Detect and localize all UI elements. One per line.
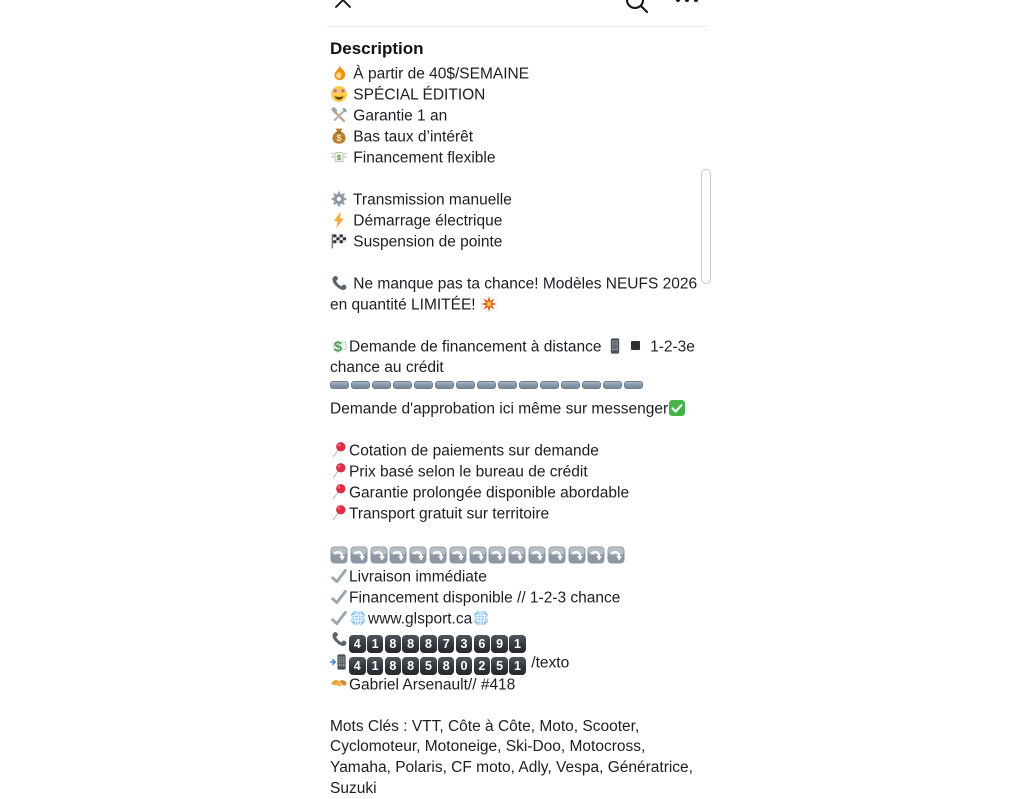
mobile-icon bbox=[606, 337, 624, 355]
text-segment: Cotation de paiements sur demande bbox=[349, 442, 599, 460]
text-segment: Transport gratuit sur territoire bbox=[349, 505, 550, 523]
pushpin-icon bbox=[330, 504, 348, 522]
description-line bbox=[330, 567, 704, 588]
keycap-digit: 4 bbox=[349, 657, 366, 675]
dash-icon bbox=[582, 381, 601, 389]
dash-icon bbox=[540, 381, 559, 389]
description-line bbox=[330, 609, 704, 630]
description-line bbox=[330, 106, 704, 127]
description-line bbox=[330, 717, 704, 799]
pushpin-icon bbox=[330, 483, 348, 501]
text-segment: Garantie prolongée disponible abordable bbox=[349, 484, 630, 502]
dash-icon bbox=[330, 381, 349, 389]
description-paragraph bbox=[330, 441, 704, 525]
description-line bbox=[330, 630, 704, 653]
text-segment: Ne manque pas ta chance! Modèles NEUFS 2026 en quantité LIMITÉE! bbox=[330, 275, 702, 314]
check-icon bbox=[330, 609, 348, 627]
dash-icon bbox=[519, 381, 538, 389]
description-line bbox=[330, 504, 704, 525]
description-section bbox=[327, 27, 707, 799]
handshake-icon bbox=[330, 675, 348, 693]
money-bag-icon bbox=[330, 127, 348, 145]
keycap-digit: 1 bbox=[367, 635, 384, 653]
arrow-down-icon bbox=[469, 546, 487, 564]
dollar-icon bbox=[330, 337, 348, 355]
keycap-digit: 8 bbox=[420, 635, 437, 653]
text-segment: Financement flexible bbox=[349, 149, 496, 167]
zap-icon bbox=[330, 211, 348, 229]
keycap-digit: 8 bbox=[438, 657, 455, 675]
text-segment: Financement disponible // 1-2-3 chance bbox=[349, 589, 621, 607]
description-line bbox=[330, 190, 704, 211]
checkered-flag-icon bbox=[330, 232, 348, 250]
pushpin-icon bbox=[330, 441, 348, 459]
text-segment: Démarrage électrique bbox=[349, 212, 503, 230]
text-segment: 1-2-3e chance au crédit bbox=[330, 338, 700, 376]
globe-icon bbox=[349, 609, 367, 627]
dash-icon bbox=[414, 381, 433, 389]
arrow-down-icon bbox=[389, 546, 407, 564]
fire-icon bbox=[330, 64, 348, 82]
keycap-digit: 7 bbox=[438, 635, 455, 653]
dash-icon bbox=[456, 381, 475, 389]
arrow-down-icon bbox=[330, 546, 348, 564]
star-struck-icon bbox=[330, 85, 348, 103]
arrow-down-icon bbox=[607, 546, 625, 564]
scrollbar-thumb[interactable] bbox=[701, 169, 711, 284]
keycap-digit: 1 bbox=[509, 657, 526, 675]
text-segment: Demande de financement à distance bbox=[349, 338, 606, 356]
text-segment: Demande d'approbation ici même sur messenger bbox=[330, 400, 669, 418]
check-icon bbox=[330, 588, 348, 606]
money-wings-icon bbox=[330, 148, 348, 166]
app-screen bbox=[327, 0, 707, 797]
arrow-down-icon bbox=[548, 546, 566, 564]
keycap-digit: 1 bbox=[367, 657, 384, 675]
text-segment: Transmission manuelle bbox=[349, 191, 512, 209]
description-paragraph bbox=[330, 546, 704, 696]
text-segment: Suspension de pointe bbox=[349, 233, 503, 251]
dash-icon bbox=[351, 381, 370, 389]
dash-icon bbox=[372, 381, 391, 389]
svg-text:$: $ bbox=[336, 153, 342, 163]
description-line bbox=[330, 64, 704, 85]
description-paragraph bbox=[330, 337, 704, 420]
text-segment: SPÉCIAL ÉDITION bbox=[349, 86, 486, 104]
description-line bbox=[330, 337, 704, 379]
keycap-digit: 5 bbox=[491, 657, 508, 675]
description-line bbox=[330, 148, 704, 169]
keycap-digit: 8 bbox=[385, 635, 402, 653]
description-line bbox=[330, 483, 704, 504]
dash-icon bbox=[624, 381, 643, 389]
keycap-digit: 8 bbox=[402, 657, 419, 675]
description-line bbox=[330, 675, 704, 696]
keycap-digit: 8 bbox=[385, 657, 402, 675]
collision-icon bbox=[480, 295, 498, 313]
description-line bbox=[330, 588, 704, 609]
description-line bbox=[330, 441, 704, 462]
hammer-wrench-icon bbox=[330, 106, 348, 124]
description-line bbox=[330, 85, 704, 106]
description-paragraph bbox=[330, 717, 704, 799]
description-line bbox=[330, 127, 704, 148]
keycap-digit: 9 bbox=[491, 635, 508, 653]
description-line bbox=[330, 274, 704, 316]
small-square-icon bbox=[628, 338, 643, 353]
text-segment: www.glsport.ca bbox=[368, 610, 473, 628]
text-segment: À partir de 40$/SEMAINE bbox=[349, 65, 530, 83]
search-icon[interactable] bbox=[623, 0, 650, 15]
pushpin-icon bbox=[330, 462, 348, 480]
description-body bbox=[330, 64, 704, 799]
description-paragraph bbox=[330, 190, 704, 253]
keycap-digit: 0 bbox=[456, 657, 473, 675]
svg-text:$: $ bbox=[336, 133, 342, 144]
description-line bbox=[330, 232, 704, 253]
description-line bbox=[330, 399, 704, 420]
description-line bbox=[330, 462, 704, 483]
description-paragraph bbox=[330, 274, 704, 316]
arrow-down-icon bbox=[568, 546, 586, 564]
text-segment: /texto bbox=[526, 654, 570, 672]
keycap-digit: 6 bbox=[474, 635, 491, 653]
description-line bbox=[330, 546, 704, 567]
dash-icon bbox=[435, 381, 454, 389]
top-toolbar bbox=[327, 0, 707, 27]
description-paragraph bbox=[330, 64, 704, 169]
dash-icon bbox=[603, 381, 622, 389]
globe-icon bbox=[472, 609, 490, 627]
keycap-digit: 8 bbox=[402, 635, 419, 653]
mobile-arrow-icon bbox=[330, 653, 348, 671]
text-segment: Livraison immédiate bbox=[349, 568, 487, 586]
phone-icon bbox=[330, 274, 348, 292]
text-segment: Garantie 1 an bbox=[349, 107, 448, 125]
dash-icon bbox=[561, 381, 580, 389]
text-segment: Bas taux d’intérêt bbox=[349, 128, 474, 146]
svg-text:$: $ bbox=[333, 339, 343, 355]
more-options-icon[interactable] bbox=[674, 0, 700, 5]
arrow-down-icon bbox=[528, 546, 546, 564]
text-segment: Gabriel Arsenault// #418 bbox=[349, 676, 516, 694]
arrow-down-icon bbox=[488, 546, 506, 564]
arrow-down-icon bbox=[370, 546, 388, 564]
check-icon bbox=[330, 567, 348, 585]
dash-icon bbox=[477, 381, 496, 389]
gear-icon bbox=[330, 190, 348, 208]
section-title: Description bbox=[330, 39, 424, 58]
arrow-down-icon bbox=[429, 546, 447, 564]
arrow-down-icon bbox=[350, 546, 368, 564]
keycap-digit: 4 bbox=[349, 635, 366, 653]
keycap-digit: 3 bbox=[456, 635, 473, 653]
green-check-icon bbox=[668, 399, 686, 417]
phone-icon bbox=[330, 630, 348, 648]
description-line bbox=[330, 378, 704, 399]
dash-icon bbox=[498, 381, 517, 389]
arrow-down-icon bbox=[587, 546, 605, 564]
keycap-digit: 5 bbox=[420, 657, 437, 675]
close-icon[interactable] bbox=[333, 0, 353, 10]
keycap-digit: 2 bbox=[474, 657, 491, 675]
text-segment: Mots Clés : VTT, Côte à Côte, Moto, Scooter, Cyclomoteur, Motoneige, Ski-Doo, Motocross, Yamaha, Polaris, CF moto, Adly, Vespa, Génératrice, Suzuki bbox=[330, 717, 698, 797]
description-line bbox=[330, 653, 704, 676]
keycap-digit: 1 bbox=[509, 635, 526, 653]
arrow-down-icon bbox=[449, 546, 467, 564]
text-segment: Prix basé selon le bureau de crédit bbox=[349, 463, 588, 481]
dash-icon bbox=[393, 381, 412, 389]
arrow-down-icon bbox=[409, 546, 427, 564]
arrow-down-icon bbox=[508, 546, 526, 564]
description-line bbox=[330, 211, 704, 232]
